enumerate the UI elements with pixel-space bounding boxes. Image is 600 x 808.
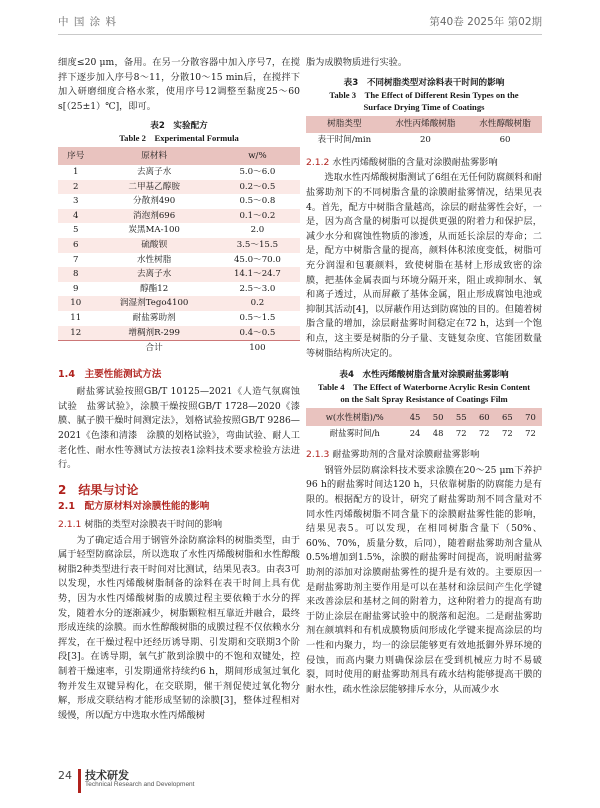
page-number: 24 <box>58 769 72 782</box>
table2-cell-index: 6 <box>58 238 93 253</box>
table2-cell-material: 水性树脂 <box>136 254 172 265</box>
section-2-1-2-heading <box>306 156 542 171</box>
table2-total-label: 合计 <box>93 341 214 356</box>
section-2-1-1-title: 树脂的类型对涂膜表干时间的影响 <box>84 519 223 531</box>
page-header <box>0 0 600 42</box>
table3-caption-en-2: Surface Drying Time of Coatings <box>363 101 485 112</box>
table2-cell-mass-fraction: 5.0～6.0 <box>239 166 276 177</box>
table2-row <box>58 253 300 268</box>
footer-section-title: 技术研发 <box>85 769 129 782</box>
table4-resin-content-value: 60 <box>473 408 496 426</box>
table3-row-label: 表干时间/min <box>317 135 372 146</box>
footer-section-subtitle: Technical Research and Development <box>85 781 195 788</box>
table2-cell-index: 1 <box>73 166 79 177</box>
table2-cell-mass-fraction: 3.5～15.5 <box>215 238 300 253</box>
table2-row <box>58 282 300 297</box>
table2-row <box>58 180 300 195</box>
table2-row <box>58 267 300 282</box>
table3-header-resin-type: 树脂类型 <box>306 116 383 134</box>
table4-resin-content-value: 70 <box>519 408 542 426</box>
table2-cell-index: 10 <box>58 296 93 311</box>
table2-cell-material: 耐盐雾助剂 <box>132 312 176 323</box>
table2-cell-material: 分散剂490 <box>133 196 176 207</box>
table2-cell-mass-fraction: 45.0～70.0 <box>233 254 281 265</box>
table2-cell-mass-fraction: 2.0 <box>250 225 265 236</box>
table4-caption-cn: 表4 水性丙烯酸树脂含量对涂膜耐盐雾影响 <box>339 370 509 381</box>
table2-header-mass-fraction: w/% <box>215 147 300 165</box>
table4-resin-content-value: 50 <box>427 408 450 426</box>
table2-cell-mass-fraction: 0.5～1.5 <box>239 312 276 323</box>
section-2-1-2-paragraph: 选取水性丙烯酸树脂测试了6组在无任何防腐颜料和耐盐雾助剂下的不同树脂含量的涂膜耐盐雾情况，结果见表4。首先，配方中树脂含量越高，涂层的耐盐雾性会好，一是，因为高含量的树脂可以提供更强的附着力和保护层，减少水分和腐蚀性物质的渗透，从而延长涂层的寿命；二是，配方中树脂含量的提高，颜料体积浓度变低，树脂可充分润湿和包裹颜料，致使树脂在基材上形成致密的涂膜，把基体金属表面与环境分隔开来，阻止或抑制水、氧和离子透过，从而屏蔽了基体金属，阻止形成腐蚀电池或抑制其活动[4]，以屏蔽作用达到防腐蚀的目的。但随着树脂含量的增加，涂层耐盐雾时间稳定在72 h，达到一个饱和点，这主要是树脂的分子量、支链复杂度、官能团数量等树脂结构所决定的。 <box>306 172 542 359</box>
header-divider <box>58 34 542 35</box>
table4-resin-content-value: 55 <box>450 408 473 426</box>
table2-row <box>58 326 300 341</box>
table4-row2-label: 耐盐雾时间/h <box>329 427 380 438</box>
table4-salt-spray-value: 72 <box>455 427 467 438</box>
paragraph-continuation: 脂为成膜物质进行实验。 <box>306 57 408 68</box>
table2-cell-mass-fraction: 0.2～0.5 <box>215 180 300 195</box>
section-1-4-paragraph: 耐盐雾试验按照GB/T 10125—2021《人造气氛腐蚀试验 盐雾试验》，涂膜干燥按照GB/T 1728—2020《漆膜、腻子膜干燥时间测定法》，划格试验按照GB/T 9286—2021《色漆和清漆 涂膜的划格试验》，弯曲试验、耐人工老化性、耐水性等测试方法按表1涂料技术要求检验方法进行。 <box>58 386 300 471</box>
table2-header-material: 原材料 <box>93 147 214 165</box>
section-2-1-1-number: 2.1.1 <box>58 519 82 531</box>
table2-cell-index: 2 <box>58 180 93 195</box>
table2-cell-material: 润湿剂Tego4100 <box>93 296 214 311</box>
section-2-1-2-title: 水性丙烯酸树脂的含量对涂膜耐盐雾影响 <box>332 156 498 168</box>
table4-resin-content-value: 65 <box>496 408 519 426</box>
table4-caption-en-2: on the Salt Spray Resistance of Coatings Film <box>340 394 508 405</box>
table2-cell-material: 去离子水 <box>136 166 172 177</box>
table2-row <box>58 194 300 209</box>
table2-cell-index: 11 <box>70 312 82 323</box>
table4-salt-spray-value: 48 <box>432 427 444 438</box>
table2-cell-material: 硫酸钡 <box>93 238 214 253</box>
journal-name: 中 国 涂 料 <box>58 16 118 28</box>
table4-row1-label: w(水性树脂)/% <box>306 408 404 426</box>
table-resin-drying-time <box>306 116 542 148</box>
table2-cell-material: 二甲基乙醇胺 <box>93 180 214 195</box>
table2-header-index: 序号 <box>58 147 93 165</box>
table2-total-value: 100 <box>215 341 300 356</box>
table2-cell-mass-fraction: 0.5～0.8 <box>239 196 276 207</box>
section-2-1-1-paragraph: 为了确定适合用于钢管外涂防腐涂料的树脂类型，由于属于轻型防腐涂层，所以选取了水性丙烯酸树脂和水性醇酸树脂2种类型进行表干时间对比测试，结果见表3。由表3可以发现，水性丙烯酸树脂制备的涂料在表干时间上具有优势，因为水性丙烯酸树脂的成膜过程主要依赖于水分的挥发，随着水分的逐渐减少，树脂颗粒相互靠近并融合，最终形成连续的涂膜。而水性醇酸树脂的成膜过程不仅依赖水分挥发，在干燥过程中还经历诱导期、引发期和交联期3个阶段[3]。在诱导期，氧气扩散到涂膜中的不饱和双键处，控制着干燥速率，引发期通常持续约6 h，期间形成氢过氧化物并发生双键异构化，在交联期，催干剂促使过氧化物分解，形成交联结构才能形成坚韧的涂膜[3]，整体过程相对缓慢，所以配方中选取水性丙烯酸树 <box>58 534 300 721</box>
section-2-1-1-heading <box>58 518 300 533</box>
section-2-1-3-paragraph: 钢管外层防腐涂料技术要求涂膜在20～25 μm下养护96 h的耐盐雾时间达120 h，只依靠树脂的防腐能力是有限的。根据配方的设计，研究了耐盐雾助剂不同含量对不同水性丙烯酸树脂不同含量下的涂膜耐盐雾性能的影响，结果见表5。可以发现，在相同树脂含量下（50%、60%、70%，质量分数，后同），随着耐盐雾助剂含量从0.5%增加到1.5%，涂膜的耐盐雾时间提高，说明耐盐雾助剂的添加对涂膜耐盐雾性的提升是有效的。主要原因一是耐盐雾助剂主要作用是可以在基材和涂层间产生化学键来改善涂层和基材之间的附着力，这种附着力的提高有助于防止涂层在耐盐雾试验中的脱落和起泡。二是耐盐雾助剂在颜填料和有机成膜物质间形成化学键来提高涂层的均一性和内聚力，均一的涂层能够更有效地抵御外界环境的侵蚀，而高内聚力则确保涂层在受到机械应力时不易破裂，同时使用的耐盐雾助剂具有疏水结构能够提高干膜的耐水性，疏水性涂层能够排斥水分，从而减少水 <box>306 464 542 695</box>
table3-caption-en-1: Table 3 The Effect of Different Resin Types on the <box>329 89 519 100</box>
section-2-1-3-title: 耐盐雾助剂的含量对涂膜耐盐雾影响 <box>332 449 480 461</box>
table4-salt-spray-value: 72 <box>502 427 513 438</box>
table2-cell-material: 醇酯12 <box>140 283 169 294</box>
section-2-heading: 2 结果与讨论 <box>58 482 139 497</box>
table2-row <box>58 165 300 180</box>
table4-salt-spray-value: 24 <box>409 427 421 438</box>
table2-cell-index: 4 <box>58 209 93 224</box>
table3-value-alkyd: 60 <box>499 135 511 146</box>
section-2-1-2-number: 2.1.2 <box>306 156 330 168</box>
table2-row <box>58 238 300 253</box>
issue-info: 第40卷 2025年 第02期 <box>429 16 542 28</box>
table2-cell-material: 增稠剂R-299 <box>93 326 214 341</box>
table4-salt-spray-value: 72 <box>525 427 536 438</box>
table2-cell-material: 消泡剂696 <box>93 209 214 224</box>
section-2-1-3-number: 2.1.3 <box>306 449 330 461</box>
table3-header-alkyd: 水性醇酸树脂 <box>468 116 542 134</box>
table2-cell-index: 12 <box>58 326 93 341</box>
table3-caption-cn: 表3 不同树脂类型对涂料表干时间的影响 <box>343 77 505 88</box>
table3-header-acrylic: 水性丙烯酸树脂 <box>383 116 468 134</box>
table-experimental-formula <box>58 147 300 355</box>
footer-accent-bar <box>78 769 81 793</box>
table2-cell-mass-fraction: 0.1～0.2 <box>215 209 300 224</box>
table2-cell-index: 3 <box>73 196 79 207</box>
table2-cell-index: 8 <box>58 267 93 282</box>
section-1-4-heading: 1.4 主要性能测试方法 <box>58 368 162 380</box>
table2-row <box>58 223 300 238</box>
table2-caption-en: Table 2 Experimental Formula <box>119 133 239 144</box>
table2-cell-mass-fraction: 0.2 <box>215 296 300 311</box>
table3-value-acrylic: 20 <box>419 135 431 146</box>
right-column <box>306 56 542 697</box>
table2-cell-index: 7 <box>73 254 79 265</box>
left-column <box>58 56 300 723</box>
table2-caption-cn: 表2 实验配方 <box>150 121 208 132</box>
table2-row <box>58 209 300 224</box>
section-2-1-heading: 2.1 配方原材料对涂膜性能的影响 <box>58 501 210 513</box>
table2-total-blank <box>58 341 93 356</box>
table2-cell-mass-fraction: 2.5～3.0 <box>239 283 276 294</box>
table2-cell-mass-fraction: 14.1～24.7 <box>215 267 300 282</box>
table4-resin-content-value: 45 <box>404 408 427 426</box>
table2-row <box>58 296 300 311</box>
table2-row <box>58 311 300 326</box>
table4-salt-spray-value: 72 <box>478 427 490 438</box>
table-resin-content-salt-spray <box>306 408 542 440</box>
paragraph-procedure-end: 细度≤20 μm，备用。在另一分散容器中加入序号7，在搅拌下逐步加入序号8～11，分散10～15 min后，在搅拌下加入研磨细度合格水浆，使用序号12调整至黏度25～60 s[（25±1）℃]，即可。 <box>58 57 300 112</box>
table2-cell-material: 去离子水 <box>93 267 214 282</box>
table2-cell-material: 炭黑MA-100 <box>128 225 180 236</box>
table2-cell-index: 9 <box>73 283 79 294</box>
table2-cell-index: 5 <box>73 225 79 236</box>
table2-cell-mass-fraction: 0.4～0.5 <box>215 326 300 341</box>
table4-caption-en-1: Table 4 The Effect of Waterborne Acrylic Resin Content <box>317 382 531 393</box>
section-2-1-3-heading <box>306 448 542 463</box>
